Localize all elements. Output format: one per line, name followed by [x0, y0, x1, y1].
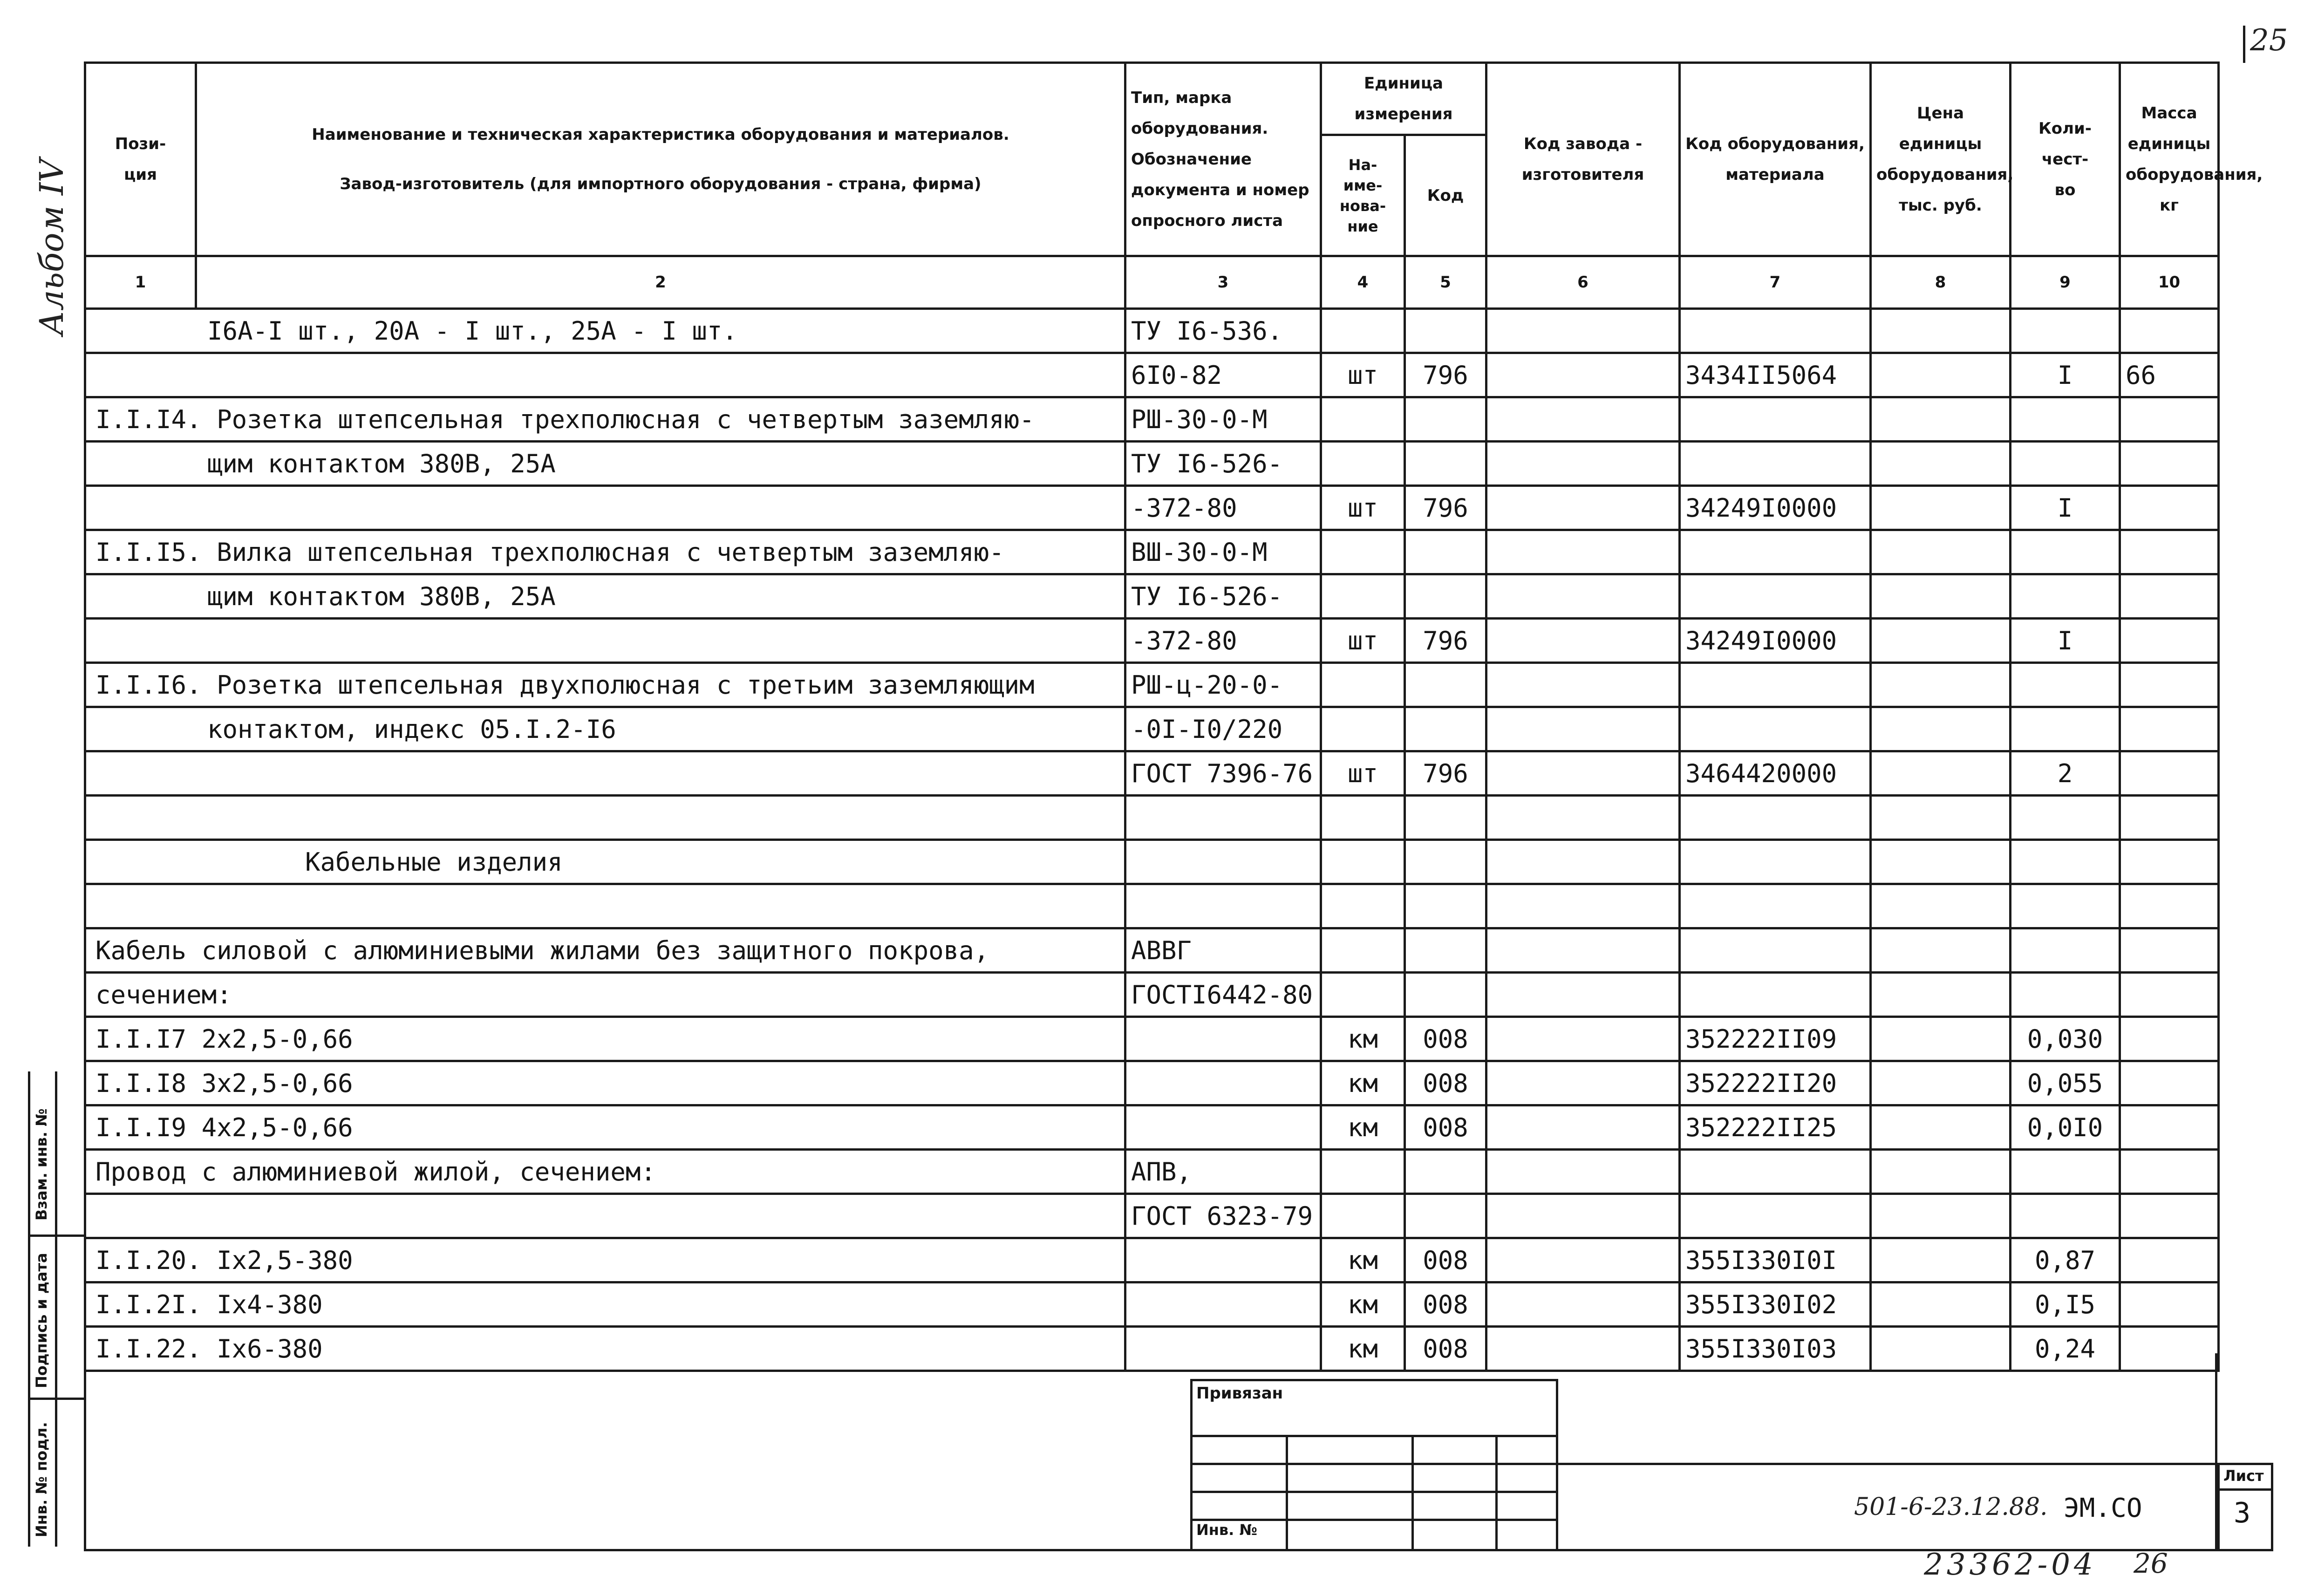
cell-quantity: I	[2011, 486, 2120, 530]
cell-price	[1871, 1282, 2011, 1327]
cell-material-code	[1680, 530, 1871, 574]
cell-price	[1871, 486, 2011, 530]
cell-name: щим контактом 380В, 25А	[85, 574, 1125, 619]
cell-price	[1871, 928, 2011, 973]
cell-unit-code: 796	[1405, 619, 1486, 663]
cell-unit-name	[1321, 796, 1405, 840]
cell-material-code	[1680, 973, 1871, 1017]
cell-mass	[2120, 707, 2219, 751]
doc-number: 501-6-23.12.88.	[1854, 1493, 2048, 1521]
cell-material-code: 34249I0000	[1680, 619, 1871, 663]
cell-mass	[2120, 973, 2219, 1017]
cell-name: контактом, индекс 05.I.2-I6	[85, 707, 1125, 751]
table-row	[85, 442, 2219, 486]
table-row	[85, 796, 2219, 840]
cell-unit-code: 008	[1405, 1061, 1486, 1105]
cell-name	[85, 751, 1125, 796]
header-unit-name: На- име- нова- ние	[1321, 135, 1405, 256]
cell-unit-code: 008	[1405, 1282, 1486, 1327]
page-number-top: 25	[2250, 23, 2288, 58]
cell-unit-name: шт	[1321, 751, 1405, 796]
cell-material-code: 352222II20	[1680, 1061, 1871, 1105]
cell-type: РШ-ц-20-0-	[1125, 663, 1321, 707]
cell-quantity: 0,24	[2011, 1327, 2120, 1371]
header-mass: Масса единицы оборудования, кг	[2120, 63, 2219, 256]
cell-name: сечением:	[85, 973, 1125, 1017]
cell-type	[1125, 1105, 1321, 1150]
cell-unit-code	[1405, 663, 1486, 707]
cell-price	[1871, 309, 2011, 353]
stamp-hline-1	[1193, 1435, 1556, 1437]
cell-unit-name: шт	[1321, 353, 1405, 397]
cell-plant-code	[1486, 309, 1680, 353]
cell-unit-code	[1405, 840, 1486, 884]
table-row	[85, 619, 2219, 663]
table-row	[85, 751, 2219, 796]
cell-type: -372-80	[1125, 486, 1321, 530]
cell-unit-code	[1405, 884, 1486, 928]
cell-material-code: 355I330I02	[1680, 1282, 1871, 1327]
cell-unit-code	[1405, 397, 1486, 442]
table-row	[85, 486, 2219, 530]
cell-price	[1871, 1238, 2011, 1282]
cell-price	[1871, 574, 2011, 619]
table-row	[85, 530, 2219, 574]
cell-unit-name: км	[1321, 1327, 1405, 1371]
cell-plant-code	[1486, 707, 1680, 751]
cell-quantity	[2011, 663, 2120, 707]
sheet-divider	[2220, 1488, 2271, 1491]
cell-plant-code	[1486, 574, 1680, 619]
cell-mass	[2120, 884, 2219, 928]
cell-plant-code	[1486, 751, 1680, 796]
cell-quantity: 0,030	[2011, 1017, 2120, 1061]
cell-unit-code: 796	[1405, 486, 1486, 530]
cell-price	[1871, 707, 2011, 751]
cell-unit-name: км	[1321, 1061, 1405, 1105]
stamp-hline-2	[1193, 1463, 1556, 1465]
cell-plant-code	[1486, 397, 1680, 442]
side-stamp-vzam: Взам. инв. №	[33, 1108, 50, 1221]
cell-name	[85, 796, 1125, 840]
cell-type: -372-80	[1125, 619, 1321, 663]
cell-material-code	[1680, 928, 1871, 973]
column-number-row	[85, 256, 2219, 309]
cell-unit-code: 008	[1405, 1017, 1486, 1061]
cell-plant-code	[1486, 1238, 1680, 1282]
cell-name: I.I.20. Iх2,5-380	[85, 1238, 1125, 1282]
cell-material-code	[1680, 663, 1871, 707]
cell-plant-code	[1486, 619, 1680, 663]
table-row	[85, 663, 2219, 707]
side-stamp-divider	[55, 1071, 57, 1547]
cell-material-code	[1680, 309, 1871, 353]
cell-plant-code	[1486, 1150, 1680, 1194]
cell-quantity: 0,87	[2011, 1238, 2120, 1282]
cell-material-code: 355I330I0I	[1680, 1238, 1871, 1282]
header-unit-group: Единица измерения	[1321, 63, 1486, 135]
cell-name	[85, 353, 1125, 397]
table-row	[85, 884, 2219, 928]
table-row	[85, 397, 2219, 442]
cell-unit-name: км	[1321, 1238, 1405, 1282]
table-row	[85, 353, 2219, 397]
cell-price	[1871, 1150, 2011, 1194]
cell-unit-name	[1321, 574, 1405, 619]
cell-plant-code	[1486, 486, 1680, 530]
cell-material-code	[1680, 1194, 1871, 1238]
table-row	[85, 928, 2219, 973]
privyazan-stamp	[1190, 1379, 1558, 1549]
cell-material-code: 355I330I03	[1680, 1327, 1871, 1371]
cell-quantity	[2011, 973, 2120, 1017]
cell-type	[1125, 1061, 1321, 1105]
cell-type: ВШ-30-0-М	[1125, 530, 1321, 574]
cell-material-code: 34249I0000	[1680, 486, 1871, 530]
cell-quantity	[2011, 884, 2120, 928]
header-row	[85, 63, 2219, 135]
cell-unit-name	[1321, 663, 1405, 707]
cell-type	[1125, 1282, 1321, 1327]
cell-plant-code	[1486, 796, 1680, 840]
cell-unit-name: шт	[1321, 486, 1405, 530]
cell-unit-name	[1321, 707, 1405, 751]
cell-mass	[2120, 663, 2219, 707]
cell-plant-code	[1486, 928, 1680, 973]
cell-type: ТУ I6-526-	[1125, 574, 1321, 619]
header-price: Цена единицы оборудования, тыс. руб.	[1871, 63, 2011, 256]
cell-unit-code	[1405, 530, 1486, 574]
cell-type: 6I0-82	[1125, 353, 1321, 397]
cell-plant-code	[1486, 1061, 1680, 1105]
cell-name	[85, 619, 1125, 663]
cell-quantity	[2011, 574, 2120, 619]
cell-material-code: 352222II25	[1680, 1105, 1871, 1150]
col-num-6: 6	[1486, 256, 1680, 309]
cell-mass	[2120, 840, 2219, 884]
cell-unit-name	[1321, 884, 1405, 928]
table-row	[85, 1194, 2219, 1238]
cell-unit-code	[1405, 973, 1486, 1017]
cell-material-code	[1680, 840, 1871, 884]
cell-unit-code	[1405, 796, 1486, 840]
side-stamp-podpis: Подпись и дата	[33, 1253, 50, 1388]
table-row	[85, 1282, 2219, 1327]
cell-type	[1125, 796, 1321, 840]
cell-unit-name	[1321, 928, 1405, 973]
cell-unit-code: 008	[1405, 1327, 1486, 1371]
col-num-9: 9	[2011, 256, 2120, 309]
cell-type	[1125, 840, 1321, 884]
table-row	[85, 1017, 2219, 1061]
cell-name	[85, 1194, 1125, 1238]
col-num-10: 10	[2120, 256, 2219, 309]
cell-quantity	[2011, 928, 2120, 973]
cell-material-code	[1680, 442, 1871, 486]
top-right-corner-line	[2243, 26, 2245, 63]
cell-mass	[2120, 1194, 2219, 1238]
cell-mass	[2120, 1282, 2219, 1327]
cell-unit-code	[1405, 707, 1486, 751]
table-row	[85, 973, 2219, 1017]
side-stamp-inv-podl: Инв. № подл.	[33, 1422, 50, 1537]
stamp-vline-3	[1495, 1435, 1498, 1549]
cell-plant-code	[1486, 1017, 1680, 1061]
cell-unit-name: км	[1321, 1105, 1405, 1150]
cell-type	[1125, 884, 1321, 928]
cell-quantity: I	[2011, 619, 2120, 663]
cell-quantity: 0,I5	[2011, 1282, 2120, 1327]
cell-type: АПВ,	[1125, 1150, 1321, 1194]
cell-material-code	[1680, 884, 1871, 928]
cell-quantity: 2	[2011, 751, 2120, 796]
cell-plant-code	[1486, 1194, 1680, 1238]
cell-quantity: 0,0I0	[2011, 1105, 2120, 1150]
cell-plant-code	[1486, 353, 1680, 397]
cell-name	[85, 486, 1125, 530]
cell-plant-code	[1486, 442, 1680, 486]
cell-mass	[2120, 442, 2219, 486]
cell-unit-name	[1321, 840, 1405, 884]
cell-type: ГОСТ 7396-76	[1125, 751, 1321, 796]
header-quantity: Коли- чест- во	[2011, 63, 2120, 256]
stamp-vline-2	[1411, 1435, 1414, 1549]
cell-price	[1871, 1061, 2011, 1105]
header-position: Пози- ция	[85, 63, 196, 256]
cell-type: -0I-I0/220	[1125, 707, 1321, 751]
cell-price	[1871, 530, 2011, 574]
bottom-page-number: 26	[2134, 1548, 2168, 1579]
cell-type	[1125, 1017, 1321, 1061]
cell-unit-code	[1405, 1194, 1486, 1238]
cell-unit-code: 796	[1405, 751, 1486, 796]
cell-price	[1871, 884, 2011, 928]
cell-price	[1871, 1194, 2011, 1238]
cell-unit-code: 796	[1405, 353, 1486, 397]
cell-mass	[2120, 486, 2219, 530]
sheet-label: Лист	[2223, 1467, 2264, 1485]
cell-name: Провод с алюминиевой жилой, сечением:	[85, 1150, 1125, 1194]
cell-material-code: 3434II5064	[1680, 353, 1871, 397]
cell-unit-name	[1321, 397, 1405, 442]
cell-name: I6А-I шт., 20А - I шт., 25А - I шт.	[85, 309, 1125, 353]
cell-unit-name	[1321, 442, 1405, 486]
cell-unit-code	[1405, 442, 1486, 486]
cell-type: РШ-30-0-М	[1125, 397, 1321, 442]
cell-material-code	[1680, 1150, 1871, 1194]
cell-quantity	[2011, 309, 2120, 353]
header-name-line1: Наименование и техническая характеристика оборудования и материалов.	[312, 125, 1009, 144]
cell-name: I.I.I4. Розетка штепсельная трехполюсная с четвертым заземляю-	[85, 397, 1125, 442]
cell-mass: 66	[2120, 353, 2219, 397]
cell-mass	[2120, 574, 2219, 619]
cell-mass	[2120, 928, 2219, 973]
cell-quantity	[2011, 796, 2120, 840]
cell-quantity: 0,055	[2011, 1061, 2120, 1105]
cell-plant-code	[1486, 884, 1680, 928]
table-body	[85, 309, 2219, 1371]
cell-price	[1871, 1017, 2011, 1061]
cell-name: щим контактом 380В, 25А	[85, 442, 1125, 486]
cell-unit-code: 008	[1405, 1105, 1486, 1150]
cell-name: I.I.I8 3х2,5-0,66	[85, 1061, 1125, 1105]
cell-name: I.I.I7 2х2,5-0,66	[85, 1017, 1125, 1061]
cell-unit-name	[1321, 309, 1405, 353]
side-album-label: Альбом IV	[33, 158, 71, 335]
cell-quantity	[2011, 442, 2120, 486]
col-num-3: 3	[1125, 256, 1321, 309]
cell-quantity	[2011, 1150, 2120, 1194]
table-row	[85, 1238, 2219, 1282]
sheet-box	[2217, 1463, 2273, 1551]
cell-quantity	[2011, 840, 2120, 884]
header-type: Тип, марка оборудования. Обозначение документа и номер опросного листа	[1125, 63, 1321, 256]
header-unit-code: Код	[1405, 135, 1486, 256]
table-row	[85, 574, 2219, 619]
cell-price	[1871, 353, 2011, 397]
cell-unit-code	[1405, 309, 1486, 353]
privyazan-label: Привязан	[1196, 1384, 1283, 1403]
col-num-2: 2	[196, 256, 1125, 309]
cell-unit-name	[1321, 973, 1405, 1017]
cell-material-code: 3464420000	[1680, 751, 1871, 796]
stamp-vline-1	[1286, 1435, 1288, 1549]
cell-plant-code	[1486, 1105, 1680, 1150]
cell-mass	[2120, 1105, 2219, 1150]
cell-type: ГОСТ 6323-79	[1125, 1194, 1321, 1238]
sheet-number: 3	[2234, 1497, 2251, 1529]
cell-plant-code	[1486, 973, 1680, 1017]
bottom-frame	[84, 1353, 2217, 1551]
table-row	[85, 1061, 2219, 1105]
cell-type: АВВГ	[1125, 928, 1321, 973]
cell-unit-name: км	[1321, 1017, 1405, 1061]
table-row	[85, 1150, 2219, 1194]
table-row	[85, 840, 2219, 884]
cell-name: Кабельные изделия	[85, 840, 1125, 884]
stamp-hline-3	[1193, 1491, 1556, 1493]
cell-mass	[2120, 751, 2219, 796]
cell-name: I.I.I6. Розетка штепсельная двухполюсная с третьим заземляющим	[85, 663, 1125, 707]
inv-no-label: Инв. №	[1196, 1521, 1257, 1539]
cell-price	[1871, 973, 2011, 1017]
cell-name: I.I.I9 4х2,5-0,66	[85, 1105, 1125, 1150]
cell-unit-code	[1405, 574, 1486, 619]
cell-unit-name: км	[1321, 1282, 1405, 1327]
cell-price	[1871, 751, 2011, 796]
cell-name: I.I.2I. Iх4-380	[85, 1282, 1125, 1327]
side-stamp-hline-1	[28, 1235, 84, 1237]
cell-quantity	[2011, 530, 2120, 574]
cell-price	[1871, 619, 2011, 663]
cell-unit-name: шт	[1321, 619, 1405, 663]
cell-type: ТУ I6-526-	[1125, 442, 1321, 486]
cell-quantity	[2011, 397, 2120, 442]
cell-mass	[2120, 397, 2219, 442]
cell-mass	[2120, 309, 2219, 353]
header-name	[196, 63, 1125, 256]
header-material-code: Код оборудования, материала	[1680, 63, 1871, 256]
col-num-8: 8	[1871, 256, 2011, 309]
cell-material-code: 352222II09	[1680, 1017, 1871, 1061]
table-row	[85, 1105, 2219, 1150]
cell-mass	[2120, 619, 2219, 663]
cell-name: I.I.I5. Вилка штепсельная трехполюсная с четвертым заземляю-	[85, 530, 1125, 574]
cell-price	[1871, 1105, 2011, 1150]
title-block-line	[1554, 1463, 2217, 1465]
cell-name	[85, 884, 1125, 928]
cell-unit-name	[1321, 1194, 1405, 1238]
cell-unit-name	[1321, 1150, 1405, 1194]
cell-mass	[2120, 1150, 2219, 1194]
cell-price	[1871, 442, 2011, 486]
table-row	[85, 309, 2219, 353]
cell-unit-code: 008	[1405, 1238, 1486, 1282]
specification-table	[84, 61, 2263, 1372]
cell-material-code	[1680, 574, 1871, 619]
cell-mass	[2120, 1238, 2219, 1282]
cell-price	[1871, 840, 2011, 884]
header-name-line2: Завод-изготовитель (для импортного оборудования - страна, фирма)	[340, 175, 982, 193]
col-num-7: 7	[1680, 256, 1871, 309]
cell-name: Кабель силовой с алюминиевыми жилами без защитного покрова,	[85, 928, 1125, 973]
cell-mass	[2120, 796, 2219, 840]
cell-name: I.I.22. Iх6-380	[85, 1327, 1125, 1371]
cell-material-code	[1680, 397, 1871, 442]
cell-material-code	[1680, 707, 1871, 751]
cell-mass	[2120, 1017, 2219, 1061]
cell-mass	[2120, 530, 2219, 574]
cell-plant-code	[1486, 1282, 1680, 1327]
cell-quantity: I	[2011, 353, 2120, 397]
cell-mass	[2120, 1061, 2219, 1105]
cell-price	[1871, 796, 2011, 840]
side-stamp-hline-2	[28, 1398, 84, 1400]
cell-quantity	[2011, 1194, 2120, 1238]
cell-quantity	[2011, 707, 2120, 751]
cell-price	[1871, 663, 2011, 707]
cell-plant-code	[1486, 840, 1680, 884]
cell-type: ТУ I6-536.	[1125, 309, 1321, 353]
cell-type: ГОСТI6442-80	[1125, 973, 1321, 1017]
bottom-handwritten-number: 23362-04	[1924, 1548, 2097, 1582]
cell-unit-code	[1405, 928, 1486, 973]
cell-type	[1125, 1238, 1321, 1282]
cell-plant-code	[1486, 530, 1680, 574]
cell-unit-code	[1405, 1150, 1486, 1194]
cell-unit-name	[1321, 530, 1405, 574]
col-num-4: 4	[1321, 256, 1405, 309]
cell-plant-code	[1486, 663, 1680, 707]
cell-material-code	[1680, 796, 1871, 840]
col-num-5: 5	[1405, 256, 1486, 309]
header-plant-code: Код завода - изготовителя	[1486, 63, 1680, 256]
cell-price	[1871, 397, 2011, 442]
table-row	[85, 707, 2219, 751]
col-num-1: 1	[85, 256, 196, 309]
doc-code: ЭМ.СО	[2064, 1493, 2142, 1523]
